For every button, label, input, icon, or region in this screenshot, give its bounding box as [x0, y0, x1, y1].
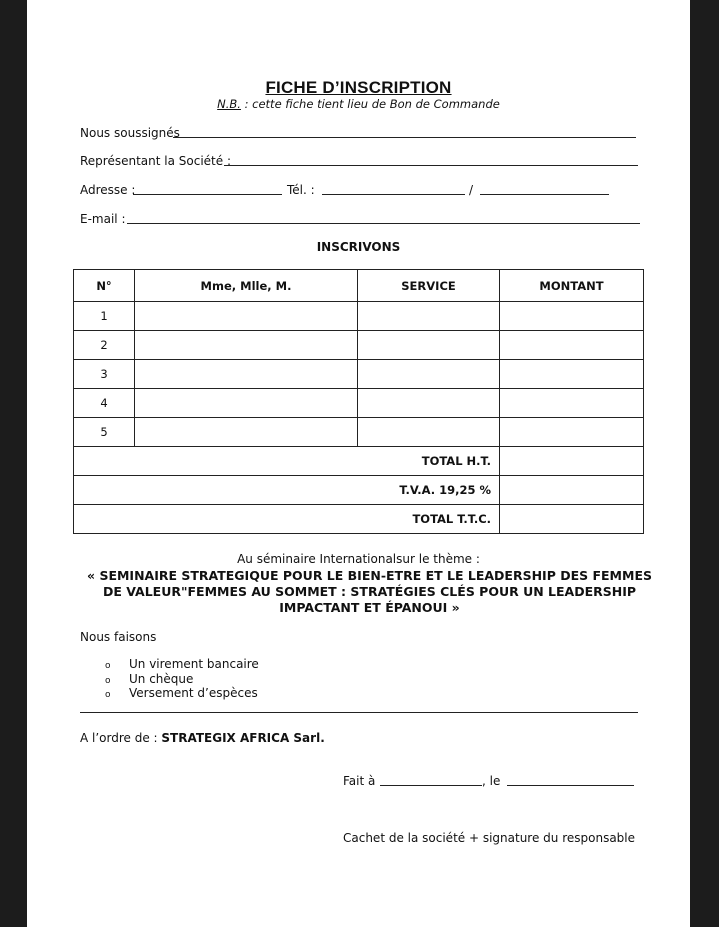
- service-cell[interactable]: [358, 418, 500, 447]
- payment-options: [105, 657, 259, 701]
- email-field[interactable]: [127, 223, 640, 224]
- adresse-label: Adresse :: [80, 183, 136, 197]
- table-row: [74, 360, 644, 389]
- nb-text: : cette fiche tient lieu de Bon de Commande: [240, 97, 500, 111]
- header-name: Mme, Mlle, M.: [135, 270, 358, 302]
- representant-field[interactable]: [224, 165, 638, 166]
- total-ttc-label: TOTAL T.T.C.: [74, 505, 500, 534]
- row-number: 3: [74, 360, 135, 389]
- total-ht-value[interactable]: [500, 447, 644, 476]
- row-number: 5: [74, 418, 135, 447]
- soussignes-label: Nous soussignés: [80, 126, 180, 140]
- nb-prefix: N.B.: [217, 97, 241, 111]
- montant-cell[interactable]: [500, 302, 644, 331]
- payment-option-label: Un virement bancaire: [129, 657, 259, 671]
- fait-a-label: Fait à: [343, 774, 376, 788]
- tel-field[interactable]: [322, 194, 465, 195]
- order-prefix: A l’ordre de :: [80, 731, 162, 745]
- payment-option-especes[interactable]: [105, 686, 259, 701]
- header-service: SERVICE: [358, 270, 500, 302]
- form-title: FICHE D’INSCRIPTION: [265, 78, 452, 97]
- soussignes-field[interactable]: [173, 137, 636, 138]
- tva-row: [74, 476, 644, 505]
- payment-option-virement[interactable]: [105, 657, 259, 672]
- montant-cell[interactable]: [500, 418, 644, 447]
- total-ttc-value[interactable]: [500, 505, 644, 534]
- service-cell[interactable]: [358, 331, 500, 360]
- date-field[interactable]: [507, 785, 634, 786]
- tva-value[interactable]: [500, 476, 644, 505]
- name-cell[interactable]: [135, 389, 358, 418]
- table-row: [74, 418, 644, 447]
- tva-label: T.V.A. 19,25 %: [74, 476, 500, 505]
- adresse-field[interactable]: [133, 194, 282, 195]
- total-ht-row: [74, 447, 644, 476]
- fait-a-field[interactable]: [380, 785, 482, 786]
- bullet-icon: o: [105, 675, 111, 686]
- inscrivons-label: INSCRIVONS: [316, 240, 401, 254]
- service-cell[interactable]: [358, 389, 500, 418]
- row-number: 1: [74, 302, 135, 331]
- bullet-icon: o: [105, 661, 111, 671]
- separator-line: [80, 712, 638, 713]
- service-cell[interactable]: [358, 360, 500, 389]
- total-ht-label: TOTAL H.T.: [74, 447, 500, 476]
- le-label: , le: [482, 774, 501, 788]
- tel-label: Tél. :: [287, 183, 315, 197]
- service-cell[interactable]: [358, 302, 500, 331]
- name-cell[interactable]: [135, 331, 358, 360]
- payment-option-cheque[interactable]: [105, 672, 259, 687]
- montant-cell[interactable]: [500, 360, 644, 389]
- payment-option-label: Versement d’espèces: [129, 686, 258, 700]
- header-montant: MONTANT: [500, 270, 644, 302]
- payment-option-label: Un chèque: [129, 671, 194, 686]
- tel2-field[interactable]: [480, 194, 609, 195]
- nb-note: [27, 97, 690, 111]
- order-line: [80, 731, 325, 745]
- total-ttc-row: [74, 505, 644, 534]
- bullet-icon: o: [105, 690, 111, 700]
- table-header-row: [74, 270, 644, 302]
- table-row: [74, 331, 644, 360]
- table-row: [74, 302, 644, 331]
- cachet-label: Cachet de la société + signature du responsable: [343, 831, 636, 845]
- row-number: 4: [74, 389, 135, 418]
- registration-form-page: [27, 0, 690, 927]
- name-cell[interactable]: [135, 418, 358, 447]
- registration-table: [73, 269, 644, 534]
- seminar-intro: Au séminaire Internationalsur le thème :: [237, 552, 480, 566]
- tel-slash: /: [469, 183, 474, 197]
- table-row: [74, 389, 644, 418]
- representant-label: Représentant la Société :: [80, 154, 231, 168]
- order-company: STRATEGIX AFRICA Sarl.: [161, 731, 325, 745]
- email-label: E-mail :: [80, 212, 126, 226]
- header-num: N°: [74, 270, 135, 302]
- row-number: 2: [74, 331, 135, 360]
- payment-label: Nous faisons: [80, 630, 157, 644]
- seminar-theme: « SEMINAIRE STRATEGIQUE POUR LE BIEN-ETRE ET LE LEADERSHIP DES FEMMES DE VALEUR"FEMMES AU SOMMET : STRATÉGIES CLÉS POUR UN LEADERSHIP IMPACTANT ET ÉPANOUI »: [87, 568, 652, 615]
- montant-cell[interactable]: [500, 331, 644, 360]
- name-cell[interactable]: [135, 360, 358, 389]
- name-cell[interactable]: [135, 302, 358, 331]
- montant-cell[interactable]: [500, 389, 644, 418]
